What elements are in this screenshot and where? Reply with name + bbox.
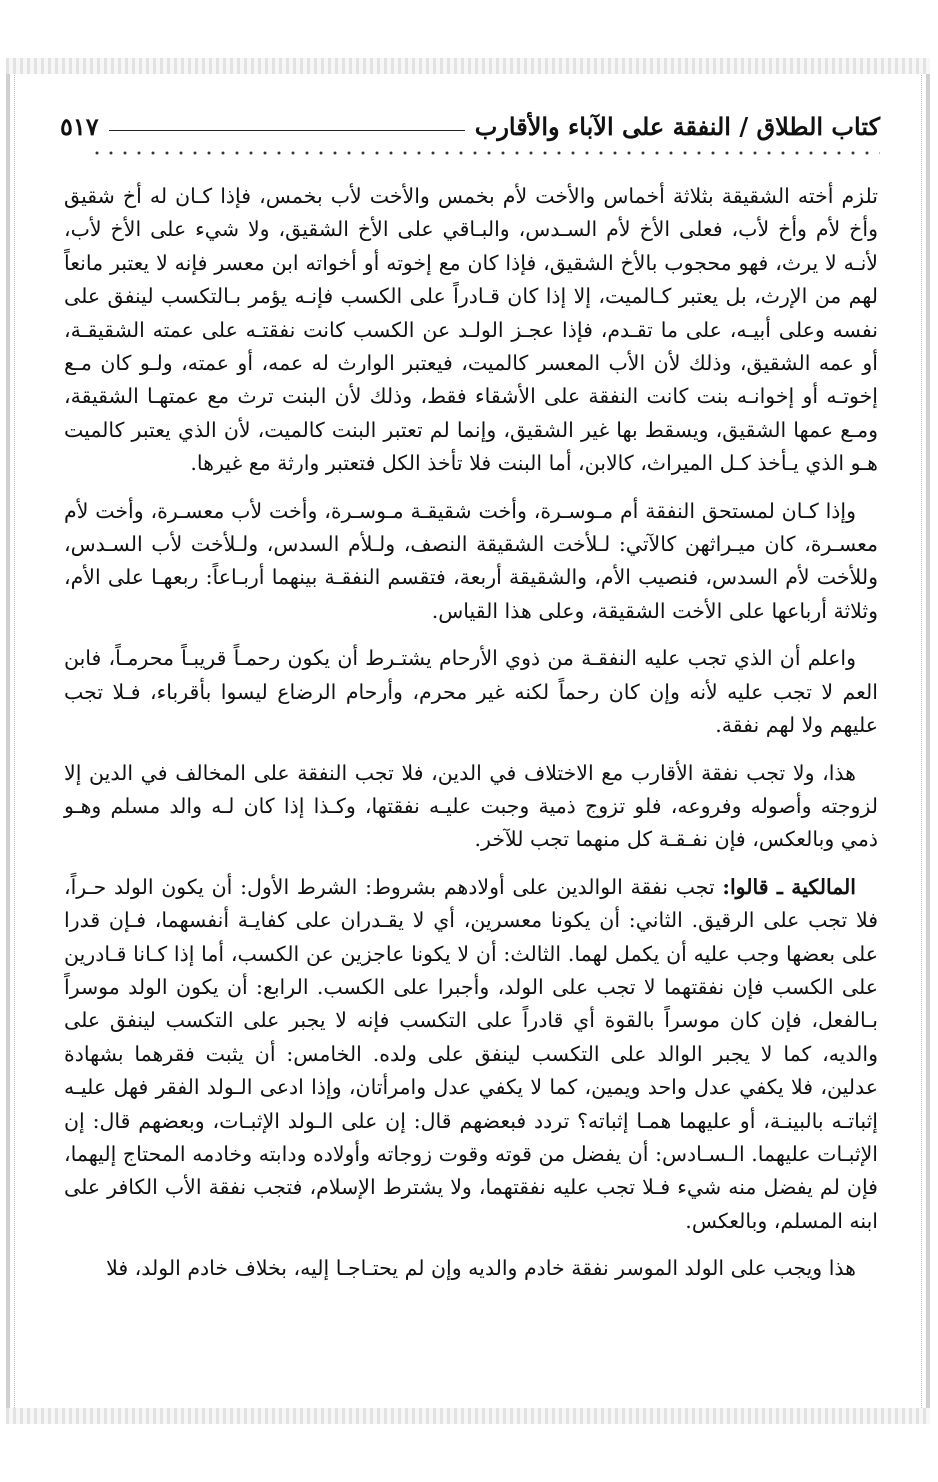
header-title: كتاب الطلاق / النفقة على الآباء والأقارب xyxy=(474,111,880,141)
paragraph: هذا، ولا تجب نفقة الأقارب مع الاختلاف في الدين، فلا تجب النفقة على المخالف في الدين إلا لزوجته وأصوله وفروعه، فلو تزوج ذمية وجبت عليـه نفقتها، وكـذا إذا كان لـه والد مسلم وهـو ذمي وبالعكس، فإن نفـقـة كل منهما تجب للآخر. xyxy=(64,760,878,852)
header-rule xyxy=(109,130,465,131)
body-text xyxy=(64,180,878,1286)
paragraph: تلزم أخته الشقيقة بثلاثة أخماس والأخت لأم بخمس والأخت لأب بخمس، فإذا كـان له أخ شقيق وأخ لأم وأخ لأب، فعلى الأخ لأم السـدس، والبـاقي على الأخ الشقيق، ولا شيء على الأخ لأب، لأنـه لا يرث، فهو محجوب بالأخ الشقيق، فإذا كان مع إخوته أو أخواته ابن معسر فإنه لا يعتبر مانعاً لهم من الإرث، بل يعتبر كـالميت، إلا إذا كان قـادراً على الكسب فإنـه يؤمر بـالتكسب لينفق على نفسه وعلى أبيـه، على ما تقـدم، فإذا عجـز الولـد عن الكسب كانت نفقتـه على عمته الشقيقـة، أو عمه الشقيق، وذلك لأن الأب المعسر كالميت، فيعتبر الوارث له عمه، أو عمته، ولـو كان مـع إخوتـه أو إخوانـه بنت كانت النفقة على الأشقاء فقط، وذلك لأن البنت ترث مع عمتهـا الشقيقة، ومـع عمها الشقيق، ويسقط بها غير الشقيق، وإنما لم تعتبر البنت كالميت، لأن الذي يعتبر كالميت هـو الذي يـأخذ كـل الميراث، كالابن، أما البنت فلا تأخذ الكل فتعتبر وارثة مع غيرها. xyxy=(64,184,878,476)
paragraph: واعلم أن الذي تجب عليه النفقـة من ذوي الأرحام يشتـرط أن يكون رحمـاً قريبـاً محرمـاً، فابن العم لا تجب عليه لأنه وإن كان رحماً لكنه غير محرم، وأرحام الرضاع ليسوا بأقرباء، فـلا تجب عليهم ولا لهم نفقة. xyxy=(64,646,878,738)
paragraph: هذا ويجب على الولد الموسر نفقة خادم والديه وإن لم يحتـاجـا إليه، بخلاف خادم الولد، فلا xyxy=(106,1256,856,1281)
page-number: ٥١٧ xyxy=(60,111,99,141)
decorative-border-bottom xyxy=(6,1408,930,1424)
decorative-border-top xyxy=(6,58,930,74)
maliki-label: المالكية ـ قالوا: xyxy=(722,874,856,899)
paragraph-text: تجب نفقة الوالدين على أولادهم بشروط: الشرط الأول: أن يكون الولد حـراً، فلا تجب على الرقيق. الثاني: أن يكونا معسرين، أي لا يقـدران على كفايـة أنفسهما، فـإن قدرا على بعضها وجب عليه أن يكمل لهما. الثالث: أن لا يكونا عاجزين عن الكسب، أما إذا كـانا قـادرين على الكسب فإن نفقتهما لا تجب على الولد، وأجبرا على الكسب. الرابع: أن يكون الولد موسراً بـالفعل، فإن كان موسراً بالقوة أي قادراً على التكسب فإنه لا يجبر على التكسب لينفق على والديه، كما لا يجبر الوالد على التكسب لينفق على ولده. الخامس: أن يثبت فقرهما بشهادة عدلين، فلا يكفي عدل واحد ويمين، كما لا يكفي عدل وامرأتان، وإذا ادعى الـولد الفقر فهل عليـه إثباتـه بالبينـة، أو عليهما همـا إثباته؟ تردد فبعضهم قال: إن على الـولد الإثبـات، وبعضهم قال: إن الإثبـات عليهما. الـسـادس: أن يفضل من قوته وقوت زوجاته وأولاده ودابته وخادمه المحتاج إليهما، فإن لم يفضل منه شيء فـلا تجب عليه نفقتهما، ولا يشترط الإسلام، فتجب نفقة الأب الكافر على ابنه المسلم، وبالعكس. xyxy=(64,874,878,1233)
paragraph: وإذا كـان لمستحق النفقة أم مـوسـرة، وأخت شقيقـة مـوسـرة، وأخت لأب معسـرة، وأخت لأم معسـرة، كان ميـراثهن كالآتي: لـلأخت الشقيقة النصف، ولـلأم السدس، ولـلأخت لأب السـدس، وللأخت لأم السدس، فنصيب الأم، والشقيقة أربعة، فتقسم النفقـة بينهما أربـاعاً: ربعهـا على الأم، وثلاثة أرباعها على الأخت الشقيقة، وعلى هذا القياس. xyxy=(64,498,878,623)
paragraph-maliki xyxy=(64,871,878,1238)
running-header xyxy=(60,106,880,146)
dotted-separator xyxy=(90,149,880,157)
